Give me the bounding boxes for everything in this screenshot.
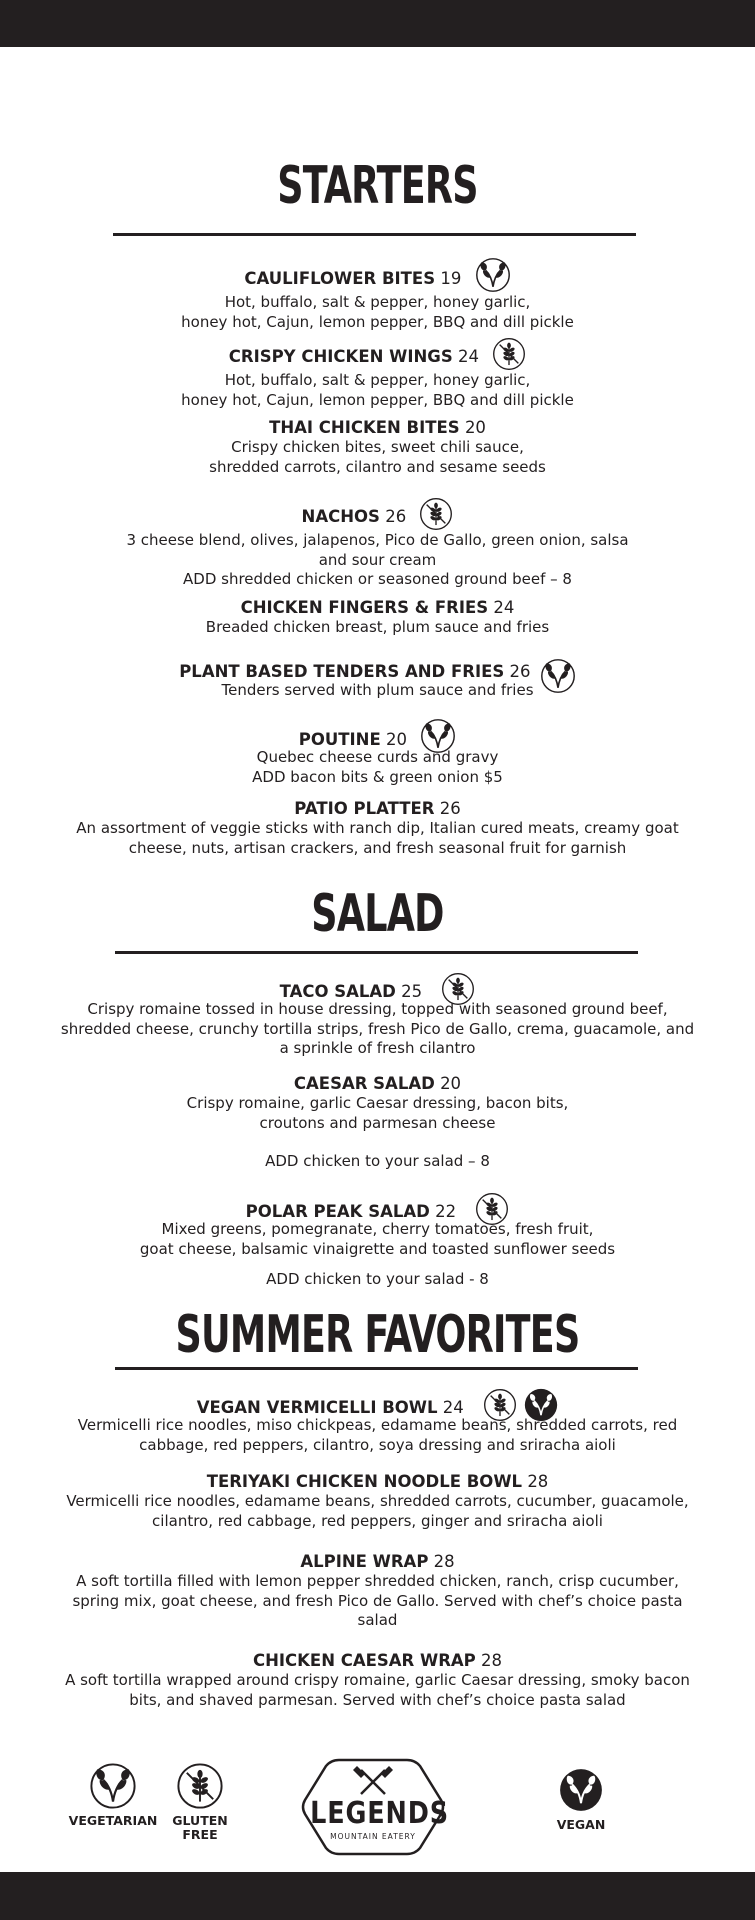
item-name: TACO SALAD: [279, 982, 396, 1001]
item-name: VEGAN VERMICELLI BOWL: [196, 1398, 438, 1417]
item-description: and sour cream: [318, 550, 437, 569]
top-bar: [0, 0, 755, 47]
item-price: 28: [481, 1651, 503, 1670]
item-description: spring mix, goat cheese, and fresh Pico de Gallo. Served with chef’s choice pasta: [72, 1591, 683, 1610]
item-price: 25: [401, 982, 423, 1001]
item-name: ALPINE WRAP: [300, 1552, 429, 1571]
menu-item-poutine: [40, 718, 715, 787]
item-description: salad: [357, 1611, 398, 1629]
menu-item-cauliflower-bites: [40, 257, 715, 332]
item-description: Quebec cheese curds and gravy: [256, 748, 499, 766]
section-divider: [115, 1367, 638, 1370]
menu-item-patio-platter: [40, 799, 715, 858]
menu-item-plant-based-tenders: [40, 658, 715, 701]
item-description: Breaded chicken breast, plum sauce and fries: [205, 618, 550, 636]
legend-gluten-free: [160, 1762, 240, 1842]
item-description: 3 cheese blend, olives, jalapenos, Pico de Gallo, green onion, salsa: [126, 531, 629, 549]
logo-name: LEGENDS: [310, 1796, 449, 1831]
menu-item-caesar-salad: [40, 1074, 715, 1133]
section-heading-salad: SALAD: [311, 884, 444, 944]
menu-item-chicken-caesar-wrap: [40, 1651, 715, 1710]
item-description: a sprinkle of fresh cilantro: [279, 1039, 476, 1057]
legend-vegetarian: [63, 1762, 163, 1828]
item-description: honey hot, Cajun, lemon pepper, BBQ and dill pickle: [181, 312, 574, 331]
legend-label: GLUTEN: [172, 1813, 228, 1828]
section-heading-starters: STARTERS: [277, 156, 478, 216]
item-name: PATIO PLATTER: [294, 799, 435, 818]
item-name: TERIYAKI CHICKEN NOODLE BOWL: [206, 1472, 523, 1491]
item-price: 20: [464, 418, 486, 437]
vegetarian-leaf-icon: [540, 658, 576, 694]
menu-item-polar-peak-salad: [40, 1192, 715, 1259]
bottom-bar: [0, 1872, 755, 1920]
section-divider: [115, 951, 638, 954]
item-name: PLANT BASED TENDERS AND FRIES: [179, 662, 505, 681]
item-description: goat cheese, balsamic vinaigrette and toasted sunflower seeds: [139, 1239, 616, 1258]
menu-item-vegan-vermicelli-bowl: [40, 1388, 715, 1455]
item-description: Mixed greens, pomegranate, cherry tomatoes, fresh fruit,: [161, 1220, 594, 1238]
menu-item-thai-chicken-bites: [40, 418, 715, 477]
item-description: cabbage, red peppers, cilantro, soya dressing and sriracha aioli: [139, 1435, 616, 1454]
item-description: croutons and parmesan cheese: [259, 1113, 496, 1132]
item-name: POUTINE: [298, 730, 381, 749]
add-chicken-note: ADD chicken to your salad – 8: [265, 1152, 490, 1170]
item-price: 20: [386, 730, 407, 749]
legend-vegan: [541, 1768, 621, 1832]
item-price: 28: [433, 1552, 455, 1571]
item-price: 24: [457, 347, 479, 366]
item-name: CHICKEN CAESAR WRAP: [252, 1651, 476, 1670]
item-description: Vermicelli rice noodles, miso chickpeas, edamame beans, shredded carrots, red: [77, 1416, 678, 1434]
menu-item-nachos: [40, 497, 715, 590]
gluten-free-wheat-icon: [492, 337, 526, 371]
item-description: Hot, buffalo, salt & pepper, honey garlic,: [224, 371, 531, 389]
item-description: shredded cheese, crunchy tortilla strips, fresh Pico de Gallo, crema, guacamole, and: [60, 1019, 695, 1038]
item-description: An assortment of veggie sticks with ranch dip, Italian cured meats, creamy goat: [76, 819, 679, 837]
logo-tagline: MOUNTAIN EATERY: [330, 1832, 416, 1841]
vegetarian-leaf-icon: [475, 257, 511, 293]
item-description: bits, and shaved parmesan. Served with chef’s choice pasta salad: [129, 1690, 626, 1709]
item-price: 24: [442, 1398, 464, 1417]
item-price: 20: [440, 1074, 462, 1093]
item-price: 26: [509, 662, 531, 681]
item-price: 22: [435, 1202, 457, 1221]
vegetarian-leaf-icon: [89, 1762, 137, 1810]
item-description: cheese, nuts, artisan crackers, and fresh seasonal fruit for garnish: [128, 838, 627, 857]
item-description: Crispy chicken bites, sweet chili sauce,: [231, 438, 524, 456]
legend-label: VEGAN: [556, 1817, 606, 1832]
item-name: POLAR PEAK SALAD: [245, 1202, 430, 1221]
menu-item-taco-salad: [40, 972, 715, 1059]
item-description: Hot, buffalo, salt & pepper, honey garlic,: [224, 293, 531, 311]
item-name: CRISPY CHICKEN WINGS: [228, 347, 453, 366]
item-description: A soft tortilla filled with lemon pepper shredded chicken, ranch, crisp cucumber,: [76, 1572, 679, 1590]
item-price: 28: [527, 1472, 549, 1491]
item-description: Crispy romaine tossed in house dressing, topped with seasoned ground beef,: [87, 1000, 668, 1018]
item-price: 26: [385, 507, 407, 526]
item-description: honey hot, Cajun, lemon pepper, BBQ and dill pickle: [181, 390, 574, 409]
item-description: cilantro, red cabbage, red peppers, ginger and sriracha aioli: [152, 1511, 603, 1530]
item-price: 19: [440, 269, 462, 288]
legend-label: FREE: [182, 1827, 218, 1842]
gluten-free-wheat-icon: [176, 1762, 224, 1810]
item-price: 24: [493, 598, 515, 617]
item-addon: ADD bacon bits & green onion $5: [252, 767, 503, 786]
item-name: CHICKEN FINGERS & FRIES: [240, 598, 489, 617]
section-heading-summer-favorites: SUMMER FAVORITES: [175, 1305, 580, 1365]
item-description: Crispy romaine, garlic Caesar dressing, bacon bits,: [186, 1094, 569, 1112]
item-description: shredded carrots, cilantro and sesame seeds: [209, 457, 546, 476]
item-description: A soft tortilla wrapped around crispy romaine, garlic Caesar dressing, smoky bacon: [65, 1671, 690, 1689]
item-description: Vermicelli rice noodles, edamame beans, shredded carrots, cucumber, guacamole,: [66, 1492, 689, 1510]
legend-label: VEGETARIAN: [68, 1813, 158, 1828]
menu-item-alpine-wrap: [40, 1552, 715, 1631]
item-addon: ADD shredded chicken or seasoned ground beef – 8: [183, 570, 572, 588]
menu-item-chicken-fingers-fries: [40, 598, 715, 638]
section-divider: [113, 233, 636, 236]
legends-logo: [299, 1752, 447, 1862]
menu-item-teriyaki-chicken-noodle-bowl: [40, 1472, 715, 1531]
menu-item-crispy-chicken-wings: [40, 337, 715, 410]
item-name: CAESAR SALAD: [293, 1074, 435, 1093]
item-price: 26: [439, 799, 461, 818]
item-name: NACHOS: [301, 507, 380, 526]
item-description: Tenders served with plum sauce and fries: [221, 681, 534, 699]
item-name: THAI CHICKEN BITES: [269, 418, 460, 437]
vegan-leaf-icon: [559, 1768, 603, 1812]
add-chicken-note: ADD chicken to your salad - 8: [266, 1270, 489, 1288]
item-name: CAULIFLOWER BITES: [244, 269, 436, 288]
gluten-free-wheat-icon: [419, 497, 453, 531]
